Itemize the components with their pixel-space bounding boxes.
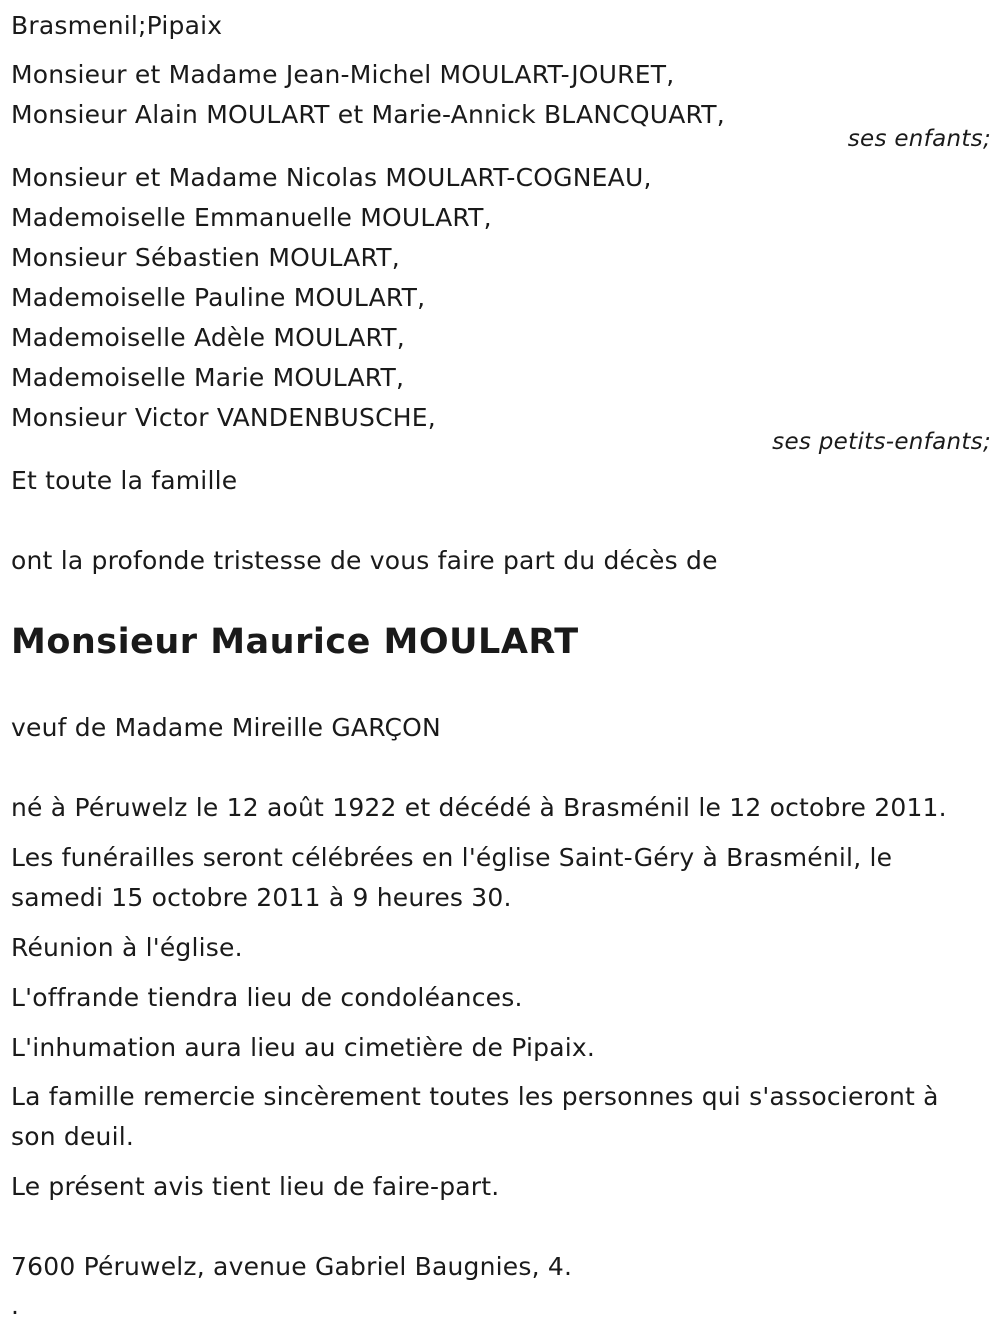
grandchildren-role: ses petits-enfants; bbox=[772, 429, 991, 455]
child-name: Monsieur Alain MOULART et Marie-Annick BLANCQUART, bbox=[11, 100, 725, 129]
header-location: Brasmenil;Pipaix bbox=[11, 11, 223, 40]
spouse-line: veuf de Madame Mireille GARÇON bbox=[11, 713, 441, 742]
address-line: 7600 Péruwelz, avenue Gabriel Baugnies, 4. bbox=[11, 1252, 573, 1281]
offering-line: L'offrande tiendra lieu de condoléances. bbox=[11, 983, 523, 1012]
child-name: Monsieur et Madame Jean-Michel MOULART-JOURET, bbox=[11, 60, 675, 89]
birth-death-line: né à Péruwelz le 12 août 1922 et décédé à Brasménil le 12 octobre 2011. bbox=[11, 793, 947, 822]
grandchild-name: Monsieur et Madame Nicolas MOULART-COGNEAU, bbox=[11, 163, 652, 192]
notice-line: Le présent avis tient lieu de faire-part. bbox=[11, 1172, 500, 1201]
trailing-mark: . bbox=[11, 1291, 20, 1320]
grandchild-name: Mademoiselle Emmanuelle MOULART, bbox=[11, 203, 492, 232]
children-role: ses enfants; bbox=[847, 126, 991, 152]
announcement: ont la profonde tristesse de vous faire part du décès de bbox=[11, 546, 718, 575]
thanks-line: son deuil. bbox=[11, 1122, 135, 1151]
grandchild-name: Monsieur Sébastien MOULART, bbox=[11, 243, 400, 272]
burial-line: L'inhumation aura lieu au cimetière de Pipaix. bbox=[11, 1033, 596, 1062]
deceased-name: Monsieur Maurice MOULART bbox=[11, 622, 579, 662]
grandchild-name: Monsieur Victor VANDENBUSCHE, bbox=[11, 403, 436, 432]
funeral-line: Les funérailles seront célébrées en l'église Saint-Géry à Brasménil, le bbox=[11, 843, 893, 872]
grandchild-name: Mademoiselle Pauline MOULART, bbox=[11, 283, 426, 312]
thanks-line: La famille remercie sincèrement toutes les personnes qui s'associeront à bbox=[11, 1082, 939, 1111]
grandchild-name: Mademoiselle Adèle MOULART, bbox=[11, 323, 405, 352]
family-line: Et toute la famille bbox=[11, 466, 238, 495]
meeting-line: Réunion à l'église. bbox=[11, 933, 243, 962]
grandchild-name: Mademoiselle Marie MOULART, bbox=[11, 363, 405, 392]
funeral-line: samedi 15 octobre 2011 à 9 heures 30. bbox=[11, 883, 512, 912]
